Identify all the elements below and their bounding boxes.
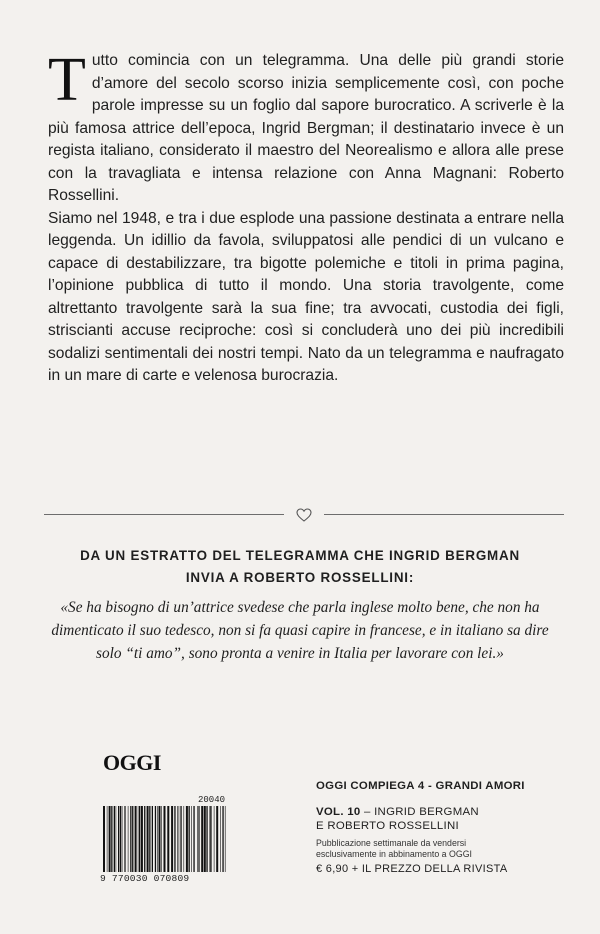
barcode-bar	[177, 806, 178, 872]
barcode-bar	[103, 806, 105, 872]
price: € 6,90 + IL PREZZO DELLA RIVISTA	[316, 863, 508, 875]
barcode-bar	[107, 806, 108, 872]
barcode-bar	[144, 806, 145, 872]
volume-title-2: E ROBERTO ROSSELLINI	[316, 820, 459, 832]
barcode-bar	[138, 806, 139, 872]
divider-line-right	[324, 514, 564, 515]
barcode-bar	[214, 806, 215, 872]
barcode-bar	[211, 806, 212, 872]
barcode-bar	[109, 806, 111, 872]
divider-line-left	[44, 514, 284, 515]
barcode-bar	[222, 806, 223, 872]
barcode-bar	[171, 806, 173, 872]
barcode-main-bars	[102, 806, 196, 872]
barcode-bar	[149, 806, 150, 872]
barcode-bar	[135, 806, 137, 872]
barcode-bar	[159, 806, 161, 872]
intro-text	[48, 46, 564, 388]
oggi-logo: OGGI	[103, 750, 161, 775]
barcode-bar	[197, 806, 198, 872]
barcode-bar	[132, 806, 133, 872]
barcode-number: 9 770030 070809	[100, 873, 190, 884]
barcode-bar	[184, 806, 185, 872]
barcode-bar	[130, 806, 131, 872]
barcode-bar	[141, 806, 143, 872]
barcode	[100, 796, 228, 888]
barcode-bar	[206, 806, 207, 872]
barcode-bar	[128, 806, 129, 872]
publication-note	[316, 838, 576, 860]
intro-paragraph-1	[48, 46, 564, 208]
barcode-bar	[180, 806, 181, 872]
barcode-bar	[210, 806, 211, 872]
barcode-bar	[125, 806, 126, 872]
volume-label: VOL. 10	[316, 806, 361, 818]
series-title: OGGI COMPIEGA 4 - GRANDI AMORI	[316, 780, 525, 792]
heart-icon	[296, 508, 312, 522]
barcode-bar	[124, 806, 125, 872]
intro-paragraph-1-text: utto comincia con un telegramma. Una delle più grandi storie d’amore del secolo scorso inizia semplicemente così, con poche parole impresse su un foglio dal sapore burocratico. A scriverle è la più famosa attrice dell’epoca, Ingrid Bergman; il destinatario invece è un regista italiano, considerato il maestro del Neorealismo e allora alle prese con la travagliata e intensa relazione con Anna Magnani: Roberto Rossellini.	[48, 52, 564, 204]
extract-heading-line-1: DA UN ESTRATTO DEL TELEGRAMMA CHE INGRID BERGMAN	[80, 548, 520, 563]
barcode-bar	[114, 806, 115, 872]
barcode-bar	[167, 806, 169, 872]
barcode-bar	[193, 806, 194, 872]
barcode-bar	[220, 806, 221, 872]
extract-heading	[40, 545, 560, 589]
barcode-addon-number: 20040	[198, 795, 226, 805]
barcode-bar	[120, 806, 121, 872]
publication-note-line-1: Pubblicazione settimanale da vendersi	[316, 838, 467, 848]
barcode-bar	[204, 806, 206, 872]
telegram-quote: «Se ha bisogno di un’attrice svedese che parla inglese molto bene, che non ha dimenticato il suo tedesco, non si fa quasi capire in francese, e in italiano sa dire solo “ti amo”, sono pronta a venire in Italia per lavorare con lei.»	[51, 599, 549, 662]
volume-info	[316, 805, 576, 833]
barcode-bar	[161, 806, 162, 872]
barcode-bar	[122, 806, 123, 872]
barcode-bar	[164, 806, 166, 872]
barcode-bar	[111, 806, 112, 872]
barcode-bar	[225, 806, 226, 872]
barcode-bar	[116, 806, 117, 872]
heart-divider	[44, 508, 564, 522]
barcode-bar	[152, 806, 153, 872]
barcode-bar	[198, 806, 199, 872]
publication-info	[316, 780, 576, 875]
barcode-bar	[199, 806, 200, 872]
publication-note-line-2: esclusivamente in abbinamento a OGGI	[316, 849, 472, 859]
volume-title-1: – INGRID BERGMAN	[360, 806, 479, 818]
barcode-bar	[147, 806, 149, 872]
barcode-bar	[139, 806, 140, 872]
barcode-bar	[186, 806, 188, 872]
barcode-bar	[189, 806, 190, 872]
barcode-bar	[216, 806, 218, 872]
barcode-bar	[174, 806, 175, 872]
barcode-addon-bars	[196, 806, 228, 872]
barcode-bar	[191, 806, 192, 872]
barcode-bar	[179, 806, 180, 872]
intro-paragraph-2: Siamo nel 1948, e tra i due esplode una passione destinata a entrare nella leggenda. Un idillio da favola, sviluppatosi alle pendici di un vulcano e capace di destabilizzare, tra bigotte polemiche e titoli in prima pagina, l’opinione pubblica di tutto il mondo. Una storia travolgente, come altrettanto travolgente sarà la sua fine; tra avvocati, custodia dei figli, striscianti accuse reciproche: così si concluderà uno dei più incredibili sodalizi sentimentali dei nostri tempi. Nato da un telegramma e naufragato in un mare di carte e velenosa burocrazia.	[48, 209, 564, 384]
drop-cap: T	[48, 46, 86, 114]
barcode-bar	[157, 806, 158, 872]
barcode-bar	[201, 806, 203, 872]
barcode-bar	[118, 806, 119, 872]
extract-heading-line-2: INVIA A ROBERTO ROSSELLINI:	[185, 570, 415, 585]
barcode-bar	[155, 806, 156, 872]
